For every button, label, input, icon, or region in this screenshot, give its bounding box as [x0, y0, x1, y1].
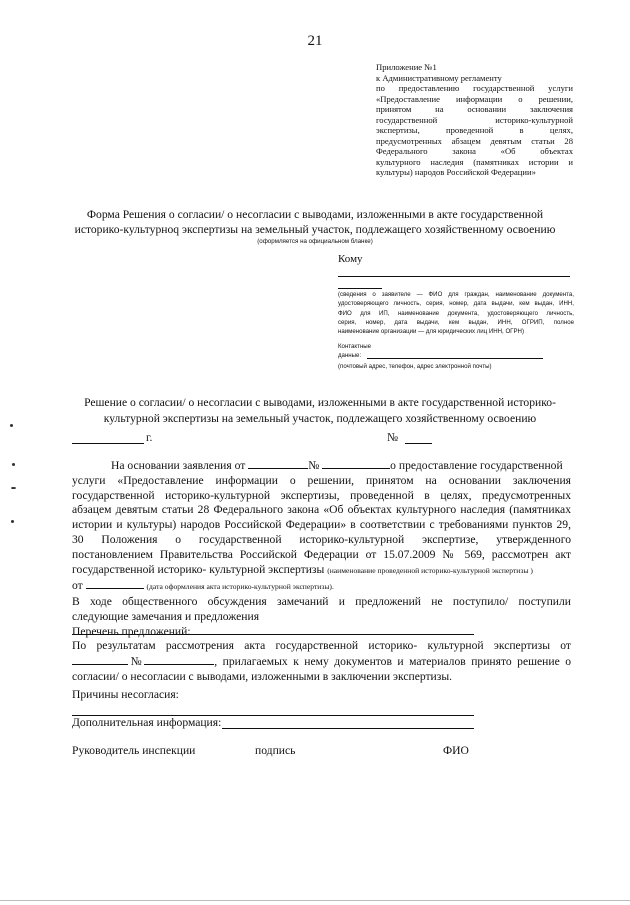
page-number: 21	[307, 33, 323, 49]
reasons-label: Причины несогласия:	[72, 688, 179, 701]
appendix-line: Приложение №1	[376, 62, 437, 72]
results-line-2-b: , прилагаемых к нему документов и материалов принято решение о	[214, 654, 571, 668]
appendix-line: Федерального закона «Об объектах	[376, 146, 573, 156]
appendix-line: культуры) народов Российской Федерации»	[376, 167, 536, 177]
result-act-number-field[interactable]	[144, 654, 214, 665]
appendix-line: по предоставлению государственной услуги	[376, 83, 573, 93]
body-line-11: следующие замечания и предложения	[72, 609, 260, 623]
applicant-note-line: удостоверяющего личность, серия, номер, дата выдачи, кем выдан, ИНН,	[338, 300, 574, 308]
body-line-4: абзацем девятым статьи 28 Федерального закона «Об объектах культурного наследия (памятниках	[72, 503, 571, 517]
contacts-field-line[interactable]	[367, 358, 543, 359]
additional-info-label: Дополнительная информация:	[72, 716, 222, 729]
results-paragraph	[72, 638, 571, 685]
body-line-1-a: На основании заявления от	[111, 459, 246, 472]
fio-label: ФИО	[443, 744, 469, 757]
scan-speck	[12, 463, 15, 466]
decision-date-suffix: г.	[146, 431, 153, 444]
contacts-note: (почтовый адрес, телефон, адрес электронной почты)	[338, 363, 492, 370]
body-line-8	[72, 563, 571, 579]
body-line-3: государственной историко-культурной экспертизы, проведенной в целях, предусмотренных	[72, 488, 571, 502]
body-line-9-note: (дата оформления акта историко-культурной экспертизы).	[146, 582, 334, 592]
appendix-header	[376, 62, 573, 178]
applicant-info-note	[338, 290, 574, 336]
decision-number-field[interactable]	[405, 443, 432, 444]
act-date-field[interactable]	[86, 578, 144, 589]
appendix-line: «Предоставление информации о решении,	[376, 93, 573, 104]
signer-role: Руководитель инспекции	[72, 744, 196, 757]
application-number-field[interactable]	[322, 458, 390, 469]
applicant-note-line: наименование организации — для юридических лиц ИНН, ОГРН)	[338, 328, 524, 336]
results-line-1: По результатам рассмотрения акта государственной историко- культурной экспертизы от	[72, 639, 571, 652]
scan-speck	[10, 424, 13, 427]
appendix-line: принятом на основании заключения	[376, 104, 573, 114]
appendix-line: экспертизы, проведенной в целях,	[376, 125, 573, 135]
applicant-note-line: (сведения о заявителе — ФИО для граждан, наименование документа,	[338, 291, 574, 298]
scan-speck	[11, 520, 14, 523]
decision-title-line-2: культурной экспертизы на земельный участок, подлежащего хозяйственному освоению	[103, 412, 537, 425]
body-line-2: услуги «Предоставление информации о решении, принятом на основании заключения	[72, 473, 571, 487]
recipient-short-line	[338, 288, 382, 289]
body-line-1-num: №	[308, 459, 320, 472]
body-line-8-note: (наименование проведенной историко-культурной экспертизы )	[327, 565, 533, 575]
decision-date-field[interactable]	[72, 443, 144, 444]
body-line-6: 30 Положения о государственной историко-культурной экспертизе, утвержденного	[72, 532, 571, 546]
body-line-10: В ходе общественного обсуждения замечаний и предложений не поступило/ поступили	[72, 595, 571, 609]
body-line-5: истории и культуры) народов Российской Федерации» в соответствии с требованиями пунктов 29,	[72, 518, 571, 532]
body-line-12: Перечень предложений:	[72, 624, 191, 638]
results-line-2-num: №	[128, 654, 145, 668]
appendix-line: культурного наследия (памятниках истории и	[376, 156, 573, 167]
results-line-2	[72, 654, 571, 670]
applicant-note-line: серия, номер, дата выдачи, кем выдан, ИНН, ОГРИП, полное	[338, 318, 574, 326]
form-title-line-1: Форма Решения о согласии/ о несогласии с выводами, изложенными в акте государственной	[86, 208, 544, 221]
form-title	[60, 207, 570, 237]
appendix-line: к Административному регламенту	[376, 72, 502, 83]
decision-number-label: №	[387, 431, 399, 444]
signature-label: подпись	[255, 744, 296, 757]
body-line-1	[72, 458, 571, 474]
form-title-line-2: историко-культурноq экспертизы на земельный участок, подлежащего хозяйственному освоению	[74, 223, 556, 236]
body-line-8-main: государственной историко- культурной экспертизы	[72, 562, 325, 576]
decision-body	[72, 458, 571, 640]
decision-title-line-1: Решение о согласии/ о несогласии с выводами, изложенными в акте государственной историко-	[84, 396, 556, 409]
appendix-line: государственной историко-культурной	[376, 114, 573, 125]
application-date-field[interactable]	[248, 458, 308, 469]
body-line-9	[72, 578, 571, 595]
body-line-9-a: от	[72, 579, 83, 593]
recipient-label: Кому	[338, 253, 363, 265]
decision-title	[70, 395, 570, 427]
body-line-7: постановлением Правительства Российской Федерации от 15.07.2009 № 569, рассмотрен акт	[72, 547, 571, 561]
appendix-line: предусмотренных абзацем девятым статьи 28	[376, 135, 573, 146]
results-line-3: согласии/ о несогласии с выводами, изложенными в заключении экспертизы.	[72, 670, 453, 683]
applicant-note-line: ФИО для ИП, наименование документа, удостоверяющего личность,	[338, 309, 574, 317]
recipient-field-line[interactable]	[338, 276, 570, 277]
body-line-1-c: о предоставление государственной	[390, 459, 563, 472]
page-bottom-edge	[0, 900, 630, 901]
proposals-list-line[interactable]	[72, 634, 474, 635]
result-act-date-field[interactable]	[72, 654, 128, 665]
contacts-label-2: данные:	[338, 352, 362, 359]
contacts-label-1: Контактные	[338, 343, 372, 350]
scan-speck	[11, 487, 16, 489]
additional-info-field-line[interactable]	[222, 728, 474, 729]
official-blank-note: (оформляется на официальном бланке)	[257, 238, 373, 245]
